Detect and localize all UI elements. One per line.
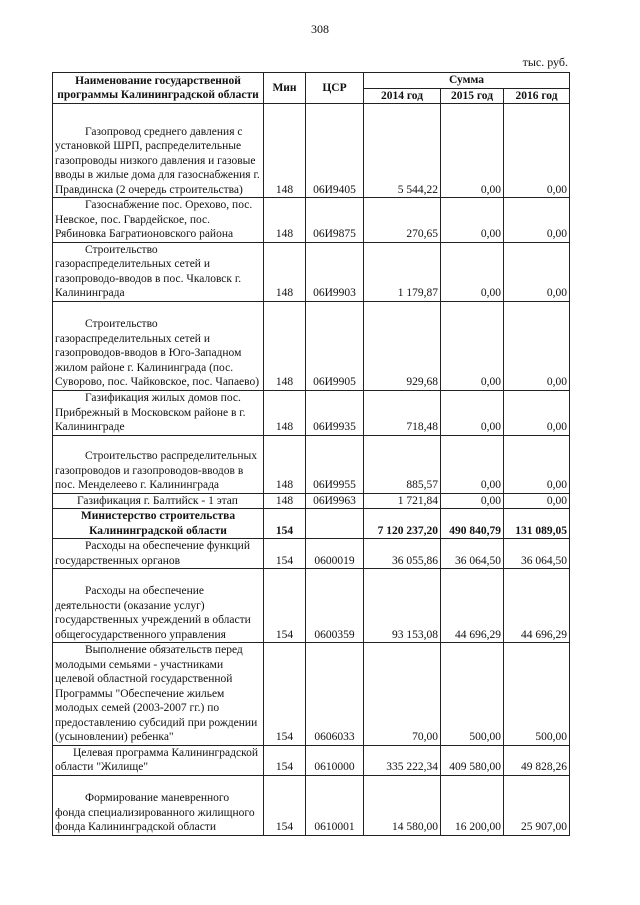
row-2015: 500,00 [441,643,504,746]
row-min: 154 [264,539,306,569]
table-row [53,198,570,243]
table-row [53,242,570,301]
row-2016: 49 828,26 [504,745,570,775]
row-2016: 131 089,05 [504,509,570,539]
row-2015: 0,00 [441,198,504,243]
row-2015: 0,00 [441,242,504,301]
row-name: Газификация жилых домов пос. Прибрежный в Московском районе в г. Калининграде [53,390,264,435]
header-name: Наименование государственной программы Калининградской области [53,73,264,104]
row-2016: 500,00 [504,643,570,746]
row-name: Газификация г. Балтийск - 1 этап [53,493,264,509]
row-2014: 929,68 [364,301,441,390]
row-csr: 06И9963 [306,493,364,509]
table-row [53,775,570,835]
row-csr: 06И9405 [306,104,364,198]
header-2014: 2014 год [364,88,441,104]
row-2014: 7 120 237,20 [364,509,441,539]
currency-note: тыс. руб. [522,55,568,69]
row-2014: 1 179,87 [364,242,441,301]
row-2014: 270,65 [364,198,441,243]
table-row [53,569,570,643]
table-row [53,390,570,435]
row-2015: 44 696,29 [441,569,504,643]
row-name: Формирование маневренного фонда специализированного жилищного фонда Калининградской области [53,775,264,835]
row-2016: 0,00 [504,104,570,198]
row-2015: 16 200,00 [441,775,504,835]
row-2014: 36 055,86 [364,539,441,569]
row-2016: 25 907,00 [504,775,570,835]
row-2015: 0,00 [441,301,504,390]
table-row [53,104,570,198]
row-name: Газопровод среднего давления с установкой ШРП, распределительные газопроводы низкого давления и газовые вводы в жилые дома для газоснабжения г. Правдинска (2 очередь строительства) [53,104,264,198]
row-2014: 14 580,00 [364,775,441,835]
table-row [53,539,570,569]
row-min: 148 [264,435,306,493]
header-min: Мин [264,73,306,104]
table-row [53,435,570,493]
row-2015: 0,00 [441,493,504,509]
row-2015: 0,00 [441,390,504,435]
row-2014: 5 544,22 [364,104,441,198]
row-2016: 36 064,50 [504,539,570,569]
row-min: 148 [264,301,306,390]
page-number: 308 [311,22,329,36]
row-2016: 0,00 [504,493,570,509]
row-csr: 06И9935 [306,390,364,435]
row-csr: 06И9903 [306,242,364,301]
row-2015: 0,00 [441,104,504,198]
row-name: Строительство распределительных газопроводов и газопроводов-вводов в пос. Менделеево г. Калининграда [53,435,264,493]
row-csr: 0606033 [306,643,364,746]
row-2015: 409 580,00 [441,745,504,775]
row-min: 148 [264,242,306,301]
row-name: Строительство газораспределительных сетей и газопроводов-вводов в Юго-Западном жилом районе г. Калининграда (пос. Суворово, пос. Чайковское, пос. Чапаево) [53,301,264,390]
row-2014: 335 222,34 [364,745,441,775]
row-2014: 718,48 [364,390,441,435]
table-row [53,493,570,509]
row-csr: 0600019 [306,539,364,569]
row-csr: 06И9875 [306,198,364,243]
row-2014: 70,00 [364,643,441,746]
row-2016: 44 696,29 [504,569,570,643]
table-row [53,643,570,746]
row-name: Расходы на обеспечение функций государственных органов [53,539,264,569]
row-min: 148 [264,104,306,198]
table-row [53,745,570,775]
row-2015: 0,00 [441,435,504,493]
header-2015: 2015 год [441,88,504,104]
row-2015: 36 064,50 [441,539,504,569]
row-min: 154 [264,509,306,539]
row-min: 154 [264,745,306,775]
header-2016: 2016 год [504,88,570,104]
table-row [53,509,570,539]
row-2016: 0,00 [504,301,570,390]
row-name: Газоснабжение пос. Орехово, пос. Невское, пос. Гвардейское, пос. Рябиновка Багратионовского района [53,198,264,243]
row-2015: 490 840,79 [441,509,504,539]
row-min: 148 [264,493,306,509]
row-min: 148 [264,198,306,243]
row-2014: 93 153,08 [364,569,441,643]
row-2016: 0,00 [504,390,570,435]
row-name: Расходы на обеспечение деятельности (оказание услуг) государственных учреждений в области общегосударственного управления [53,569,264,643]
header-csr: ЦСР [306,73,364,104]
table-row [53,301,570,390]
row-min: 154 [264,643,306,746]
row-2016: 0,00 [504,435,570,493]
row-2016: 0,00 [504,242,570,301]
row-min: 154 [264,775,306,835]
row-csr: 06И9955 [306,435,364,493]
row-name: Выполнение обязательств перед молодыми семьями - участниками целевой областной государственной Программы "Обеспечение жильем молодых семей (2003-2007 гг.) по предоставлению субсидий при рождении (усыновлении) ребенка" [53,643,264,746]
header-sum: Сумма [364,73,570,89]
row-2014: 885,57 [364,435,441,493]
row-csr [306,509,364,539]
row-csr: 0610000 [306,745,364,775]
row-csr: 0600359 [306,569,364,643]
row-min: 148 [264,390,306,435]
row-name: Целевая программа Калининградской области "Жилище" [53,745,264,775]
row-min: 154 [264,569,306,643]
row-name: Министерство строительства Калининградской области [53,509,264,539]
row-2014: 1 721,84 [364,493,441,509]
row-csr: 06И9905 [306,301,364,390]
budget-table [52,72,570,836]
row-2016: 0,00 [504,198,570,243]
row-name: Строительство газораспределительных сетей и газопроводо-вводов в пос. Чкаловск г. Калининграда [53,242,264,301]
row-csr: 0610001 [306,775,364,835]
